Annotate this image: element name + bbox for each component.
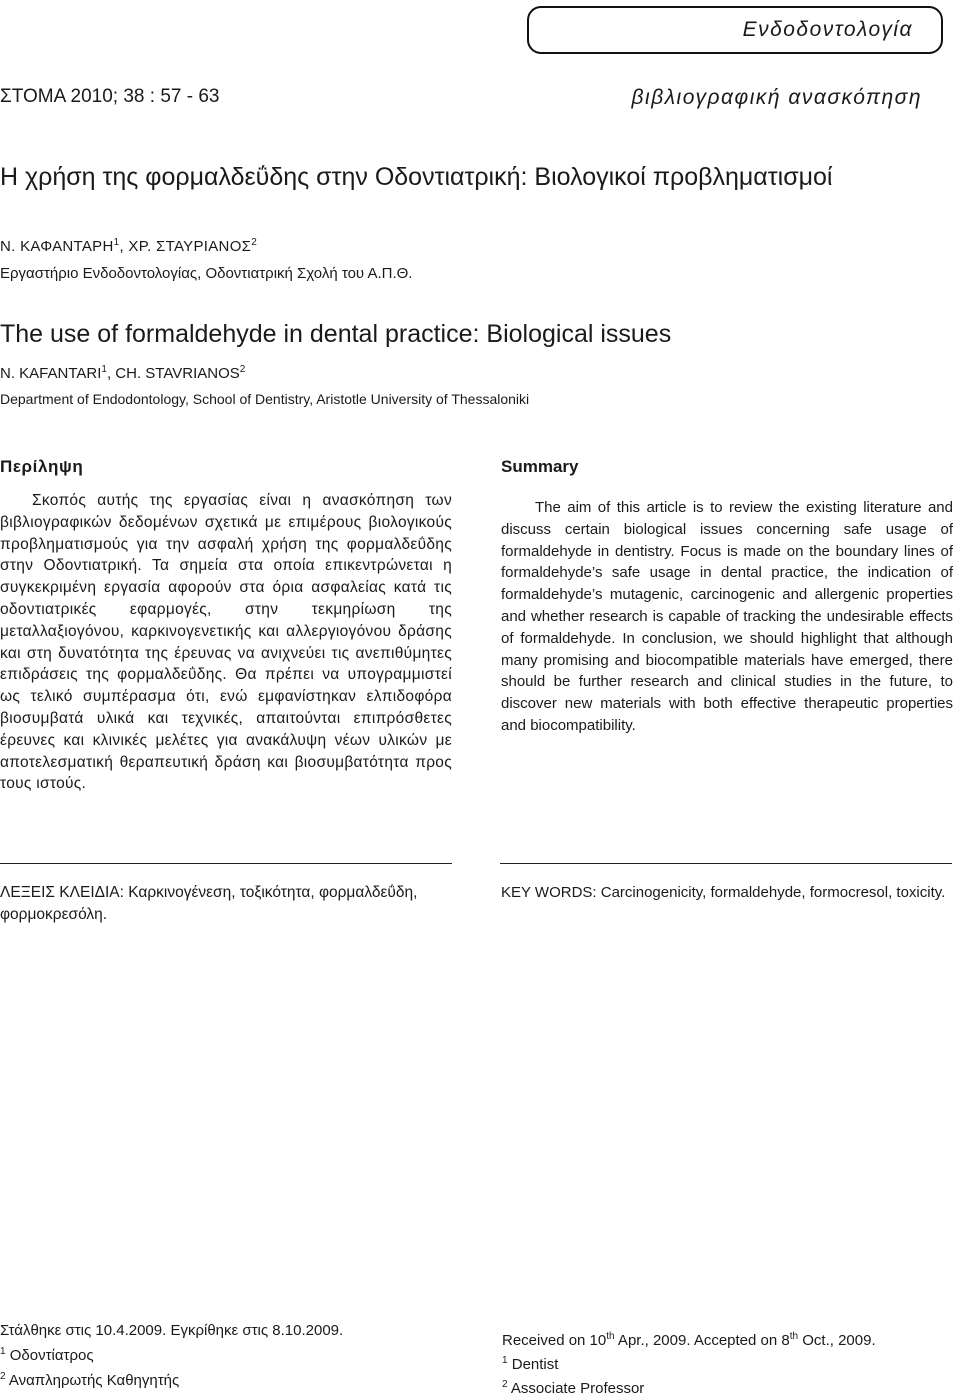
english-author-1-sup: 1 <box>101 364 107 375</box>
greek-keywords: ΛΕΞΕΙΣ ΚΛΕΙΔΙΑ: Καρκινογένεση, τοξικότητα, φορμαλδεΰδη, φορμοκρεσόλη. <box>0 884 418 923</box>
greek-authors <box>0 237 257 255</box>
english-received-b: Apr., 2009. Accepted on 8 <box>614 1332 790 1349</box>
english-author-1: N. KAFANTARI <box>0 365 102 382</box>
greek-footnotes <box>0 1320 343 1391</box>
greek-footnote-2-text: Αναπληρωτής Καθηγητής <box>8 1372 180 1389</box>
english-affiliation: Department of Endodontology, School of Dentistry, Aristotle University of Thessaloniki <box>0 391 530 407</box>
greek-title: Η χρήση της φορμαλδεΰδης στην Οδοντιατρική: Βιολογικοί προβληματισμοί <box>0 163 833 191</box>
section-label-box <box>527 6 943 54</box>
greek-footnote-1-num: 1 <box>0 1346 6 1357</box>
greek-divider <box>0 863 452 864</box>
english-footnote-1 <box>502 1351 876 1375</box>
english-received-sup-2: th <box>789 1331 799 1342</box>
greek-footnote-2-num: 2 <box>0 1371 6 1382</box>
greek-author-2-sup: 2 <box>251 237 258 248</box>
greek-affiliation: Εργαστήριο Ενδοδοντολογίας, Οδοντιατρική Σχολή του Α.Π.Θ. <box>0 265 413 282</box>
english-title: The use of formaldehyde in dental practice: Biological issues <box>0 320 672 348</box>
greek-footnote-2 <box>0 1366 343 1391</box>
greek-author-1-sup: 1 <box>113 237 120 248</box>
english-author-2: , CH. STAVRIANOS <box>106 365 240 382</box>
greek-footnote-1-text: Οδοντίατρος <box>9 1347 94 1364</box>
section-label: Ενδοδοντολογία <box>742 18 913 41</box>
english-footnote-1-num: 1 <box>502 1355 508 1366</box>
english-abstract: The aim of this article is to review the existing literature and discuss certain biological issues concerning safe usage of formaldehyde in dentistry. Focus is made on the boundary lines of formaldehyde’s safe usage in dental practice, the indication of formaldehyde’s mutagenic, carcinogenic and allergenic properties and whether research is capable of tracking the undesirable effects of formaldehyde. In conclusion, we should highlight that although many promising and biocompatible materials have emerged, there should be further research and clinical studies in the future, to discover new materials with both effective therapeutic properties and biocompatibility. <box>501 499 953 734</box>
english-abstract-heading: Summary <box>501 457 579 476</box>
english-authors <box>0 364 245 382</box>
english-footnote-1-text: Dentist <box>511 1356 559 1373</box>
english-divider <box>500 863 952 864</box>
english-author-2-sup: 2 <box>239 364 246 375</box>
english-keywords: KEY WORDS: Carcinogenicity, formaldehyde, formocresol, toxicity. <box>501 884 946 901</box>
english-received-c: Oct., 2009. <box>798 1332 876 1349</box>
english-footnote-2 <box>502 1375 876 1399</box>
greek-author-2: , ΧΡ. ΣΤΑΥΡΙΑΝΟΣ <box>119 238 252 255</box>
english-footnote-2-text: Associate Professor <box>510 1380 645 1397</box>
greek-received: Στάλθηκε στις 10.4.2009. Εγκρίθηκε στις 8.10.2009. <box>0 1322 344 1339</box>
greek-author-1: Ν. ΚΑΦΑΝΤΑΡΗ <box>0 238 114 255</box>
journal-citation: ΣΤΟΜΑ 2010; 38 : 57 - 63 <box>0 86 220 107</box>
greek-footnote-1 <box>0 1341 343 1366</box>
greek-abstract-heading: Περίληψη <box>0 457 84 476</box>
english-footnote-2-num: 2 <box>502 1379 508 1390</box>
article-type: βιβλιογραφική ανασκόπηση <box>631 86 922 109</box>
greek-abstract: Σκοπός αυτής της εργασίας είναι η ανασκόπηση των βιβλιογραφικών δεδομένων σχετικά με επιμέρους βιολογικούς προβληματισμούς για την ασφαλή χρήση της φορμαλδεΰδης στην Οδοντιατρική. Τα σημεία στα οποία επικεντρώνεται η συγκεκριμένη εργασία αφορούν στα όρια ασφαλείας κατά τις οδοντιατρικές εφαρμογές, στην τεκμηρίωση της μεταλλαξιογόνου, καρκινογενετικής και αλλεργιογόνου δράσης και στη δυνατότητα της έρευνας να ανιχνεύει τις ανεπιθύμητες επιδράσεις της φορμαλδεΰδης. Θα πρέπει να υπογραμμιστεί ως τελικό συμπέρασμα ότι, ενώ εμφανίστηκαν ελπιδοφόρα βιοσυμβατά υλικά και τεχνικές, απαιτούνται επιπρόσθετες έρευνες και κλινικές μελέτες για ανακάλυψη νέων υλικών με αποτελεσματική θεραπευτική δράση και βιοσυμβατότητα προς τους ιστούς. <box>0 492 452 793</box>
english-received-a: Received on 10 <box>502 1332 607 1349</box>
english-received-sup-1: th <box>606 1331 615 1342</box>
english-footnotes <box>502 1327 876 1399</box>
english-received <box>502 1327 876 1351</box>
